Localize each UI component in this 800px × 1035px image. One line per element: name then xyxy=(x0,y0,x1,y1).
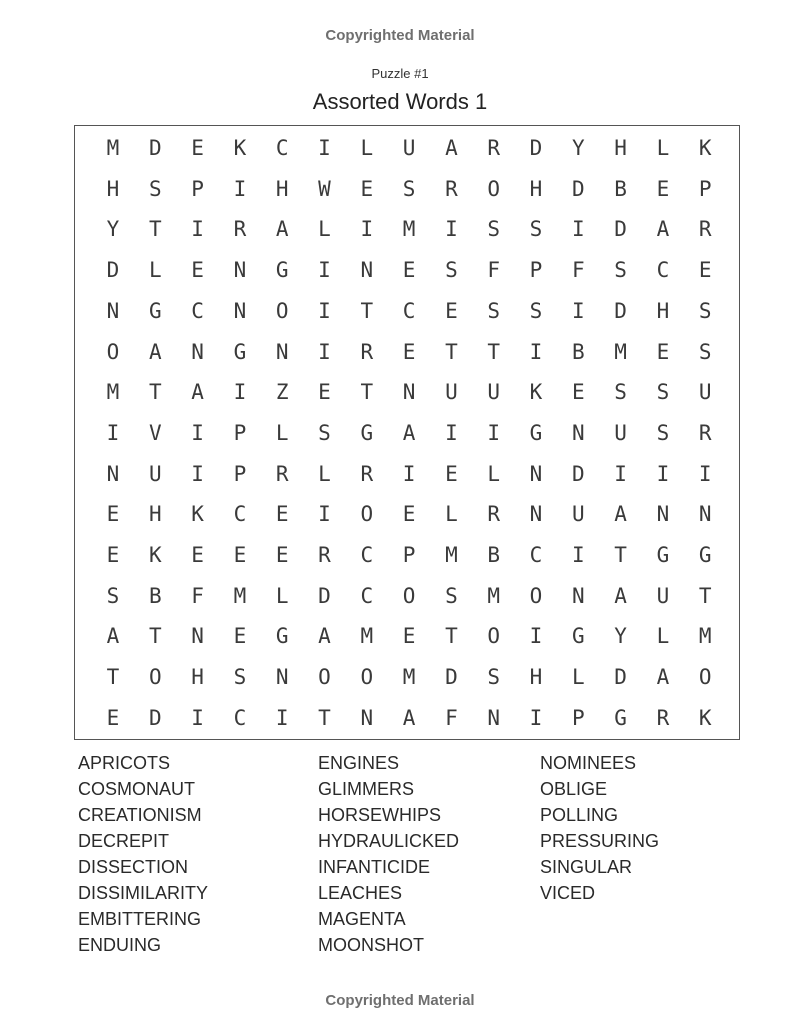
grid-letter[interactable]: I xyxy=(275,705,289,730)
grid-letter[interactable]: G xyxy=(148,298,162,323)
grid-letter[interactable]: D xyxy=(148,705,162,730)
grid-letter[interactable]: E xyxy=(275,502,289,527)
word-list-item: GLIMMERS xyxy=(318,779,415,799)
grid-letter[interactable]: S xyxy=(698,339,712,364)
grid-letter[interactable]: P xyxy=(233,420,247,445)
grid-letter[interactable]: L xyxy=(571,665,585,690)
page-title: Assorted Words 1 xyxy=(312,89,488,114)
grid-letter[interactable]: O xyxy=(275,298,289,323)
grid-letter[interactable]: A xyxy=(318,624,331,649)
grid-letter[interactable]: B xyxy=(148,583,162,608)
word-list-item: ENDUING xyxy=(78,935,162,955)
grid-letter[interactable]: F xyxy=(571,258,585,283)
grid-letter[interactable]: D xyxy=(571,176,585,201)
grid-letter[interactable]: R xyxy=(656,705,670,730)
grid-letter[interactable]: T xyxy=(614,543,627,567)
grid-letter[interactable]: N xyxy=(529,461,543,486)
word-list-column-2 xyxy=(318,750,459,958)
grid-letter[interactable]: N xyxy=(275,339,289,364)
word-list-column-3 xyxy=(540,750,659,906)
grid-letter[interactable]: N xyxy=(275,665,289,690)
grid-letter[interactable]: N xyxy=(191,339,204,364)
grid-letter[interactable]: F xyxy=(191,583,204,608)
grid-letter[interactable]: P xyxy=(233,461,247,486)
grid-letter[interactable]: O xyxy=(402,583,416,608)
grid-letter[interactable]: T xyxy=(360,298,374,323)
word-list-item: ENGINES xyxy=(318,753,400,773)
grid-letter[interactable]: I xyxy=(698,461,712,486)
grid-letter[interactable]: N xyxy=(106,298,120,323)
word-list-item: VICED xyxy=(540,883,596,903)
grid-letter[interactable]: Y xyxy=(106,217,120,242)
grid-letter[interactable]: I xyxy=(191,420,204,445)
grid-letter[interactable]: E xyxy=(656,176,670,201)
grid-letter[interactable]: F xyxy=(445,705,458,730)
grid-letter[interactable]: L xyxy=(360,136,374,160)
word-list-item: INFANTICIDE xyxy=(318,857,431,877)
grid-letter[interactable]: D xyxy=(318,583,331,608)
grid-letter[interactable]: E xyxy=(445,461,458,486)
grid-letter[interactable]: G xyxy=(571,624,585,649)
grid-letter[interactable]: G xyxy=(698,543,712,567)
grid-letter[interactable]: G xyxy=(529,420,543,445)
grid-letter[interactable]: C xyxy=(529,543,543,567)
grid-letter[interactable]: E xyxy=(402,624,416,649)
grid-letter[interactable]: V xyxy=(148,420,162,445)
grid-letter[interactable]: U xyxy=(402,136,416,160)
grid-letter[interactable]: K xyxy=(148,543,162,567)
grid-letter[interactable]: H xyxy=(529,176,543,201)
grid-letter[interactable]: W xyxy=(318,176,331,201)
word-list-item: PRESSURING xyxy=(540,831,660,851)
grid-letter[interactable]: T xyxy=(445,339,458,364)
grid-letter[interactable]: H xyxy=(614,136,627,160)
grid-letter[interactable]: A xyxy=(191,380,204,405)
grid-letter[interactable]: S xyxy=(487,217,501,242)
grid-letter[interactable]: M xyxy=(360,624,374,649)
grid-letter[interactable]: I xyxy=(191,705,204,730)
grid-letter[interactable]: I xyxy=(614,461,627,486)
grid-letter[interactable]: L xyxy=(275,583,289,608)
grid-letter[interactable]: M xyxy=(106,380,120,405)
copyright-footer: Copyrighted Material xyxy=(325,992,475,1009)
grid-letter[interactable]: I xyxy=(106,420,120,445)
grid-letter[interactable]: T xyxy=(318,705,331,730)
grid-letter[interactable]: N xyxy=(487,705,501,730)
grid-letter[interactable]: A xyxy=(275,217,289,242)
grid-letter[interactable]: E xyxy=(106,543,120,567)
grid-letter[interactable]: G xyxy=(360,420,374,445)
grid-letter[interactable]: L xyxy=(487,461,501,486)
grid-letter[interactable]: L xyxy=(275,420,289,445)
grid-letter[interactable]: T xyxy=(360,380,374,405)
grid-letter[interactable]: Y xyxy=(614,624,627,649)
word-list-item: LEACHES xyxy=(318,883,403,903)
grid-letter[interactable]: U xyxy=(445,380,458,405)
grid-letter[interactable]: K xyxy=(191,502,204,527)
grid-letter[interactable]: D xyxy=(445,665,458,690)
grid-letter[interactable]: S xyxy=(402,176,416,201)
grid-letter[interactable]: R xyxy=(360,461,374,486)
grid-letter[interactable]: M xyxy=(106,136,120,160)
grid-letter[interactable]: S xyxy=(233,665,247,690)
word-list-item: DISSECTION xyxy=(78,857,189,877)
grid-letter[interactable]: N xyxy=(106,461,120,486)
grid-letter[interactable]: I xyxy=(529,624,543,649)
grid-letter[interactable]: L xyxy=(656,136,670,160)
grid-letter[interactable]: M xyxy=(402,665,416,690)
grid-letter[interactable]: O xyxy=(148,665,162,690)
grid-letter[interactable]: M xyxy=(614,339,627,364)
grid-letter[interactable]: S xyxy=(487,298,501,323)
grid-letter[interactable]: P xyxy=(191,176,204,201)
grid-letter[interactable]: E xyxy=(402,339,416,364)
grid-letter[interactable]: M xyxy=(445,543,458,567)
grid-letter[interactable]: O xyxy=(360,665,374,690)
grid-letter[interactable]: E xyxy=(191,136,204,160)
grid-letter[interactable]: I xyxy=(571,543,585,567)
grid-letter[interactable]: O xyxy=(529,583,543,608)
grid-letter[interactable]: D xyxy=(614,665,627,690)
word-list-item: HYDRAULICKED xyxy=(318,831,460,851)
grid-letter[interactable]: C xyxy=(275,136,289,160)
grid-letter[interactable]: B xyxy=(614,176,627,201)
grid-letter[interactable]: I xyxy=(233,380,247,405)
grid-letter[interactable]: M xyxy=(402,217,416,242)
grid-letter[interactable]: E xyxy=(233,624,247,649)
grid-letter[interactable]: O xyxy=(360,502,374,527)
grid-letter[interactable]: A xyxy=(106,624,120,649)
grid-letter[interactable]: R xyxy=(487,502,501,527)
grid-letter[interactable]: I xyxy=(318,298,331,323)
grid-letter[interactable]: O xyxy=(487,176,501,201)
grid-letter[interactable]: U xyxy=(698,380,712,405)
grid-letter[interactable]: E xyxy=(106,705,120,730)
grid-letter[interactable]: L xyxy=(445,502,458,527)
grid-letter[interactable]: D xyxy=(148,136,162,160)
grid-letter[interactable]: Z xyxy=(275,380,289,405)
grid-letter[interactable]: I xyxy=(318,339,331,364)
grid-letter[interactable]: R xyxy=(698,420,712,445)
word-list-item: MAGENTA xyxy=(318,909,406,929)
grid-letter[interactable]: S xyxy=(656,420,670,445)
grid-letter[interactable]: S xyxy=(529,217,543,242)
grid-letter[interactable]: L xyxy=(318,461,331,486)
grid-letter[interactable]: S xyxy=(614,380,627,405)
grid-letter[interactable]: L xyxy=(318,217,331,242)
grid-letter[interactable]: N xyxy=(698,502,712,527)
grid-letter[interactable]: E xyxy=(191,258,204,283)
puzzle-number: Puzzle #1 xyxy=(371,66,429,81)
grid-letter[interactable]: N xyxy=(233,258,247,283)
grid-letter[interactable]: N xyxy=(656,502,670,527)
grid-letter[interactable]: P xyxy=(529,258,543,283)
grid-letter[interactable]: I xyxy=(571,217,585,242)
grid-letter[interactable]: A xyxy=(656,665,670,690)
grid-letter[interactable]: I xyxy=(571,298,585,323)
grid-letter[interactable]: I xyxy=(191,461,204,486)
grid-letter[interactable]: D xyxy=(614,217,627,242)
grid-letter[interactable]: Y xyxy=(571,136,585,160)
grid-letter[interactable]: C xyxy=(656,258,670,283)
word-list-item: EMBITTERING xyxy=(78,909,202,929)
grid-letter[interactable]: I xyxy=(529,705,543,730)
grid-letter[interactable]: T xyxy=(106,665,120,690)
grid-letter[interactable]: U xyxy=(148,461,162,486)
grid-letter[interactable]: H xyxy=(106,176,120,201)
grid-letter[interactable]: C xyxy=(360,583,374,608)
grid-letter[interactable]: I xyxy=(529,339,543,364)
grid-letter[interactable]: N xyxy=(571,583,585,608)
grid-letter[interactable]: R xyxy=(445,176,458,201)
grid-letter[interactable]: E xyxy=(402,258,416,283)
grid-letter[interactable]: S xyxy=(445,583,458,608)
grid-letter[interactable]: I xyxy=(318,136,331,160)
grid-letter[interactable]: H xyxy=(275,176,289,201)
grid-letter[interactable]: N xyxy=(233,298,247,323)
grid-letter[interactable]: C xyxy=(360,543,374,567)
grid-letter[interactable]: U xyxy=(656,583,670,608)
grid-letter[interactable]: N xyxy=(191,624,204,649)
grid-letter[interactable]: R xyxy=(698,217,712,242)
word-list-item: COSMONAUT xyxy=(78,779,195,799)
grid-letter[interactable]: I xyxy=(656,461,670,486)
grid-letter[interactable]: I xyxy=(191,217,204,242)
grid-letter[interactable]: S xyxy=(487,665,501,690)
grid-letter[interactable]: T xyxy=(148,380,162,405)
grid-letter[interactable]: R xyxy=(233,217,247,242)
copyright-header: Copyrighted Material xyxy=(325,27,475,44)
grid-letter[interactable]: I xyxy=(360,217,374,242)
grid-letter[interactable]: G xyxy=(275,624,289,649)
grid-letter[interactable]: S xyxy=(148,176,162,201)
grid-letter[interactable]: S xyxy=(318,420,331,445)
grid-letter[interactable]: F xyxy=(487,258,501,283)
grid-letter[interactable]: T xyxy=(148,217,162,242)
grid-letter[interactable]: G xyxy=(233,339,247,364)
word-list-item: POLLING xyxy=(540,805,619,825)
word-list-item: OBLIGE xyxy=(540,779,608,799)
word-list-item: NOMINEES xyxy=(540,753,637,773)
grid-letter[interactable]: R xyxy=(275,461,289,486)
grid-letter[interactable]: H xyxy=(529,665,543,690)
grid-letter[interactable]: U xyxy=(487,380,501,405)
grid-letter[interactable]: H xyxy=(148,502,162,527)
grid-letter[interactable]: I xyxy=(402,461,416,486)
grid-letter[interactable]: T xyxy=(445,624,458,649)
grid-letter[interactable]: M xyxy=(698,624,712,649)
grid-letter[interactable]: S xyxy=(445,258,458,283)
grid-letter[interactable]: P xyxy=(402,543,416,567)
grid-letter[interactable]: M xyxy=(487,583,501,608)
grid-letter[interactable]: K xyxy=(233,136,247,160)
grid-letter[interactable]: S xyxy=(614,258,627,283)
word-list-item: DECREPIT xyxy=(78,831,170,851)
grid-letter[interactable]: D xyxy=(106,258,120,283)
grid-letter[interactable]: A xyxy=(402,420,416,445)
grid-letter[interactable]: U xyxy=(571,502,585,527)
grid-letter[interactable]: C xyxy=(233,705,247,730)
grid-letter[interactable]: E xyxy=(402,502,416,527)
grid-letter[interactable]: T xyxy=(698,583,712,608)
grid-letter[interactable]: S xyxy=(106,583,120,608)
word-list-item: HORSEWHIPS xyxy=(318,805,442,825)
grid-letter[interactable]: P xyxy=(698,176,712,201)
grid-letter[interactable]: A xyxy=(402,705,416,730)
grid-letter[interactable]: A xyxy=(614,502,627,527)
grid-letter[interactable]: B xyxy=(571,339,585,364)
grid-letter[interactable]: R xyxy=(487,136,501,160)
grid-letter[interactable]: A xyxy=(445,136,458,160)
grid-letter[interactable]: E xyxy=(445,298,458,323)
grid-letter[interactable]: E xyxy=(698,258,712,283)
word-list-item: APRICOTS xyxy=(78,753,171,773)
word-list-item: SINGULAR xyxy=(540,857,633,877)
word-list-item: MOONSHOT xyxy=(318,935,424,955)
grid-letter[interactable]: E xyxy=(360,176,374,201)
grid-letter[interactable]: D xyxy=(529,136,543,160)
grid-letter[interactable]: E xyxy=(656,339,670,364)
grid-letter[interactable]: A xyxy=(148,339,162,364)
grid-letter[interactable]: R xyxy=(318,543,331,567)
grid-letter[interactable]: E xyxy=(571,380,585,405)
word-list-item: CREATIONISM xyxy=(78,805,202,825)
grid-letter[interactable]: O xyxy=(487,624,501,649)
grid-letter[interactable]: B xyxy=(487,543,501,567)
grid-letter[interactable]: K xyxy=(529,380,543,405)
grid-letter[interactable]: H xyxy=(191,665,204,690)
grid-letter[interactable]: O xyxy=(106,339,120,364)
grid-letter[interactable]: S xyxy=(698,298,712,323)
grid-letter[interactable]: L xyxy=(148,258,162,283)
grid-letter[interactable]: C xyxy=(402,298,416,323)
grid-letter[interactable]: I xyxy=(318,502,331,527)
word-search-grid[interactable] xyxy=(74,125,740,740)
grid-letter[interactable]: I xyxy=(318,258,331,283)
grid-letter[interactable]: D xyxy=(614,298,627,323)
grid-letter[interactable]: E xyxy=(106,502,120,527)
grid-letter[interactable]: I xyxy=(233,176,247,201)
grid-letter[interactable]: S xyxy=(529,298,543,323)
grid-letter[interactable]: E xyxy=(275,543,289,567)
word-list-column-1 xyxy=(78,750,208,958)
grid-letter[interactable]: I xyxy=(487,420,501,445)
grid-letter[interactable]: N xyxy=(402,380,416,405)
grid-letter[interactable]: A xyxy=(656,217,670,242)
grid-letter[interactable]: T xyxy=(487,339,501,364)
grid-letter[interactable]: N xyxy=(571,420,585,445)
grid-letter[interactable]: A xyxy=(614,583,627,608)
grid-letter[interactable]: E xyxy=(318,380,331,405)
grid-letter[interactable]: E xyxy=(233,543,247,567)
grid-letter[interactable]: E xyxy=(191,543,204,567)
grid-letter[interactable]: G xyxy=(614,705,627,730)
grid-letter[interactable]: N xyxy=(360,258,374,283)
grid-letter[interactable]: M xyxy=(233,583,247,608)
grid-letter[interactable]: C xyxy=(191,298,204,323)
grid-letter[interactable]: H xyxy=(656,298,670,323)
grid-letter[interactable]: L xyxy=(656,624,670,649)
grid-letter[interactable]: K xyxy=(698,136,712,160)
grid-letter[interactable]: I xyxy=(445,420,458,445)
word-list-item: DISSIMILARITY xyxy=(78,883,209,903)
grid-letter[interactable]: D xyxy=(571,461,585,486)
grid-letter[interactable]: U xyxy=(614,420,627,445)
grid-letter[interactable]: T xyxy=(148,624,162,649)
grid-letter[interactable]: G xyxy=(656,543,670,567)
grid-letter[interactable]: S xyxy=(656,380,670,405)
grid-letter[interactable]: N xyxy=(360,705,374,730)
grid-letter[interactable]: C xyxy=(233,502,247,527)
grid-letter[interactable]: O xyxy=(318,665,331,690)
grid-letter[interactable]: O xyxy=(698,665,712,690)
grid-letter[interactable]: G xyxy=(275,258,289,283)
grid-letter[interactable]: N xyxy=(529,502,543,527)
grid-letter[interactable]: K xyxy=(698,705,712,730)
grid-letter[interactable]: P xyxy=(571,705,585,730)
grid-letter[interactable]: I xyxy=(445,217,458,242)
grid-letter[interactable]: R xyxy=(360,339,374,364)
